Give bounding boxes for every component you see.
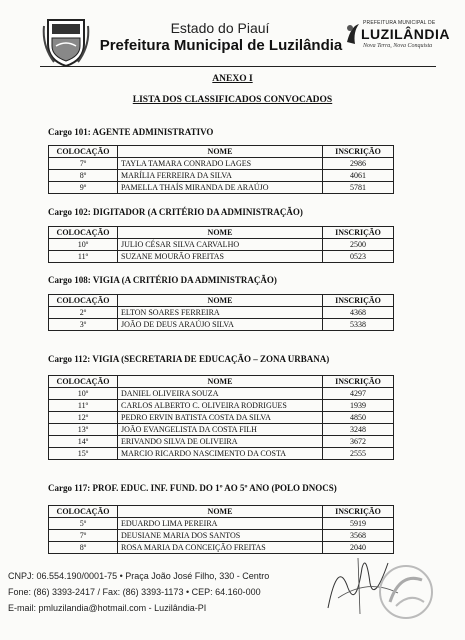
table-row — [49, 448, 394, 460]
table-row — [49, 307, 394, 319]
colocacao-cell: 7º — [49, 158, 118, 170]
state-title: Estado do Piauí — [170, 20, 270, 36]
table-row — [49, 251, 394, 263]
header-nome: NOME — [118, 227, 323, 239]
table-row — [49, 412, 394, 424]
logo-name: LUZILÂNDIA — [361, 26, 450, 42]
footer-cnpj-address: CNPJ: 06.554.190/0001-75 • Praça João José Filho, 330 - Centro — [8, 571, 270, 581]
classificados-table — [48, 294, 394, 331]
municipal-crest-icon — [42, 16, 90, 68]
table-row — [49, 436, 394, 448]
header-inscricao: INSCRIÇÃO — [323, 146, 394, 158]
nome-cell: DEUSIANE MARIA DOS SANTOS — [118, 530, 323, 542]
nome-cell: MARÍLIA FERREIRA DA SILVA — [118, 170, 323, 182]
nome-cell: JULIO CÉSAR SILVA CARVALHO — [118, 239, 323, 251]
footer — [8, 568, 269, 616]
inscricao-cell: 2040 — [323, 542, 394, 554]
header-inscricao: INSCRIÇÃO — [323, 227, 394, 239]
logo-mark-icon — [345, 22, 361, 46]
colocacao-cell: 10º — [49, 388, 118, 400]
header-colocacao: COLOCAÇÃO — [49, 295, 118, 307]
nome-cell: PEDRO ERVIN BATISTA COSTA DA SILVA — [118, 412, 323, 424]
table-row — [49, 400, 394, 412]
footer-email: E-mail: pmluzilandia@hotmail.com - Luzilândia-PI — [8, 603, 207, 613]
inscricao-cell: 4061 — [323, 170, 394, 182]
colocacao-cell: 11º — [49, 400, 118, 412]
colocacao-cell: 7º — [49, 530, 118, 542]
logo-small-text: PREFEITURA MUNICIPAL DE — [363, 20, 436, 26]
header-inscricao: INSCRIÇÃO — [323, 295, 394, 307]
logo-motto: Nova Terra, Nova Conquista — [363, 43, 433, 49]
header-nome: NOME — [118, 295, 323, 307]
prefeitura-title: Prefeitura Municipal de Luzilândia — [99, 37, 343, 54]
inscricao-cell: 1939 — [323, 400, 394, 412]
header-inscricao: INSCRIÇÃO — [323, 506, 394, 518]
colocacao-cell: 8º — [49, 170, 118, 182]
inscricao-cell: 2500 — [323, 239, 394, 251]
header-nome: NOME — [118, 376, 323, 388]
colocacao-cell: 8º — [49, 542, 118, 554]
inscricao-cell: 5919 — [323, 518, 394, 530]
colocacao-cell: 10º — [49, 239, 118, 251]
table-header-row — [49, 295, 394, 307]
lista-title: LISTA DOS CLASSIFICADOS CONVOCADOS — [132, 95, 333, 105]
nome-cell: CARLOS ALBERTO C. OLIVEIRA RODRIGUES — [118, 400, 323, 412]
nome-cell: SUZANE MOURÃO FREITAS — [118, 251, 323, 263]
table-header-row — [49, 506, 394, 518]
colocacao-cell: 13º — [49, 424, 118, 436]
table-row — [49, 518, 394, 530]
nome-cell: EDUARDO LIMA PEREIRA — [118, 518, 323, 530]
table-row — [49, 530, 394, 542]
header-nome: NOME — [118, 146, 323, 158]
table-row — [49, 170, 394, 182]
cargo-title: Cargo 101: AGENTE ADMINISTRATIVO — [48, 127, 214, 137]
colocacao-cell: 9º — [49, 182, 118, 194]
header-colocacao: COLOCAÇÃO — [49, 146, 118, 158]
nome-cell: PAMELLA THAÍS MIRANDA DE ARAÚJO — [118, 182, 323, 194]
nome-cell: JOÃO EVANGELISTA DA COSTA FILH — [118, 424, 323, 436]
header-divider — [40, 66, 436, 67]
inscricao-cell: 5338 — [323, 319, 394, 331]
luzilandia-logo — [345, 20, 455, 70]
inscricao-cell: 3248 — [323, 424, 394, 436]
cargo-title: Cargo 112: VIGIA (SECRETARIA DE EDUCAÇÃO – ZONA URBANA) — [48, 354, 330, 364]
inscricao-cell: 5781 — [323, 182, 394, 194]
table-header-row — [49, 146, 394, 158]
nome-cell: MARCIO RICARDO NASCIMENTO DA COSTA — [118, 448, 323, 460]
classificados-table — [48, 226, 394, 263]
inscricao-cell: 0523 — [323, 251, 394, 263]
nome-cell: ROSA MARIA DA CONCEIÇÃO FREITAS — [118, 542, 323, 554]
header-colocacao: COLOCAÇÃO — [49, 506, 118, 518]
header-nome: NOME — [118, 506, 323, 518]
table-header-row — [49, 376, 394, 388]
colocacao-cell: 14º — [49, 436, 118, 448]
classificados-table — [48, 145, 394, 194]
table-row — [49, 388, 394, 400]
colocacao-cell: 2º — [49, 307, 118, 319]
cargo-title: Cargo 108: VIGIA (A CRITÉRIO DA ADMINISTRAÇÃO) — [48, 275, 277, 285]
table-row — [49, 424, 394, 436]
table-header-row — [49, 227, 394, 239]
nome-cell: ELTON SOARES FERREIRA — [118, 307, 323, 319]
nome-cell: JOÃO DE DEUS ARAÚJO SILVA — [118, 319, 323, 331]
colocacao-cell: 5º — [49, 518, 118, 530]
watermark-logo-icon — [360, 562, 452, 624]
colocacao-cell: 12º — [49, 412, 118, 424]
inscricao-cell: 2555 — [323, 448, 394, 460]
header-colocacao: COLOCAÇÃO — [49, 227, 118, 239]
colocacao-cell: 3º — [49, 319, 118, 331]
inscricao-cell: 4368 — [323, 307, 394, 319]
header-colocacao: COLOCAÇÃO — [49, 376, 118, 388]
footer-phone: Fone: (86) 3393-2417 / Fax: (86) 3393-1173 • CEP: 64.160-000 — [8, 587, 261, 597]
table-row — [49, 319, 394, 331]
table-row — [49, 239, 394, 251]
inscricao-cell: 4297 — [323, 388, 394, 400]
nome-cell: ERIVANDO SILVA DE OLIVEIRA — [118, 436, 323, 448]
cargo-title: Cargo 117: PROF. EDUC. INF. FUND. DO 1º AO 5º ANO (POLO DNOCS) — [48, 483, 337, 493]
nome-cell: DANIEL OLIVEIRA SOUZA — [118, 388, 323, 400]
classificados-table — [48, 375, 394, 460]
colocacao-cell: 15º — [49, 448, 118, 460]
header-inscricao: INSCRIÇÃO — [323, 376, 394, 388]
inscricao-cell: 3672 — [323, 436, 394, 448]
nome-cell: TAYLA TAMARA CONRADO LAGES — [118, 158, 323, 170]
classificados-table — [48, 505, 394, 554]
inscricao-cell: 3568 — [323, 530, 394, 542]
inscricao-cell: 2986 — [323, 158, 394, 170]
anexo-title: ANEXO I — [212, 74, 253, 84]
cargo-title: Cargo 102: DIGITADOR (A CRITÉRIO DA ADMINISTRAÇÃO) — [48, 207, 303, 217]
table-row — [49, 158, 394, 170]
colocacao-cell: 11º — [49, 251, 118, 263]
inscricao-cell: 4850 — [323, 412, 394, 424]
table-row — [49, 182, 394, 194]
